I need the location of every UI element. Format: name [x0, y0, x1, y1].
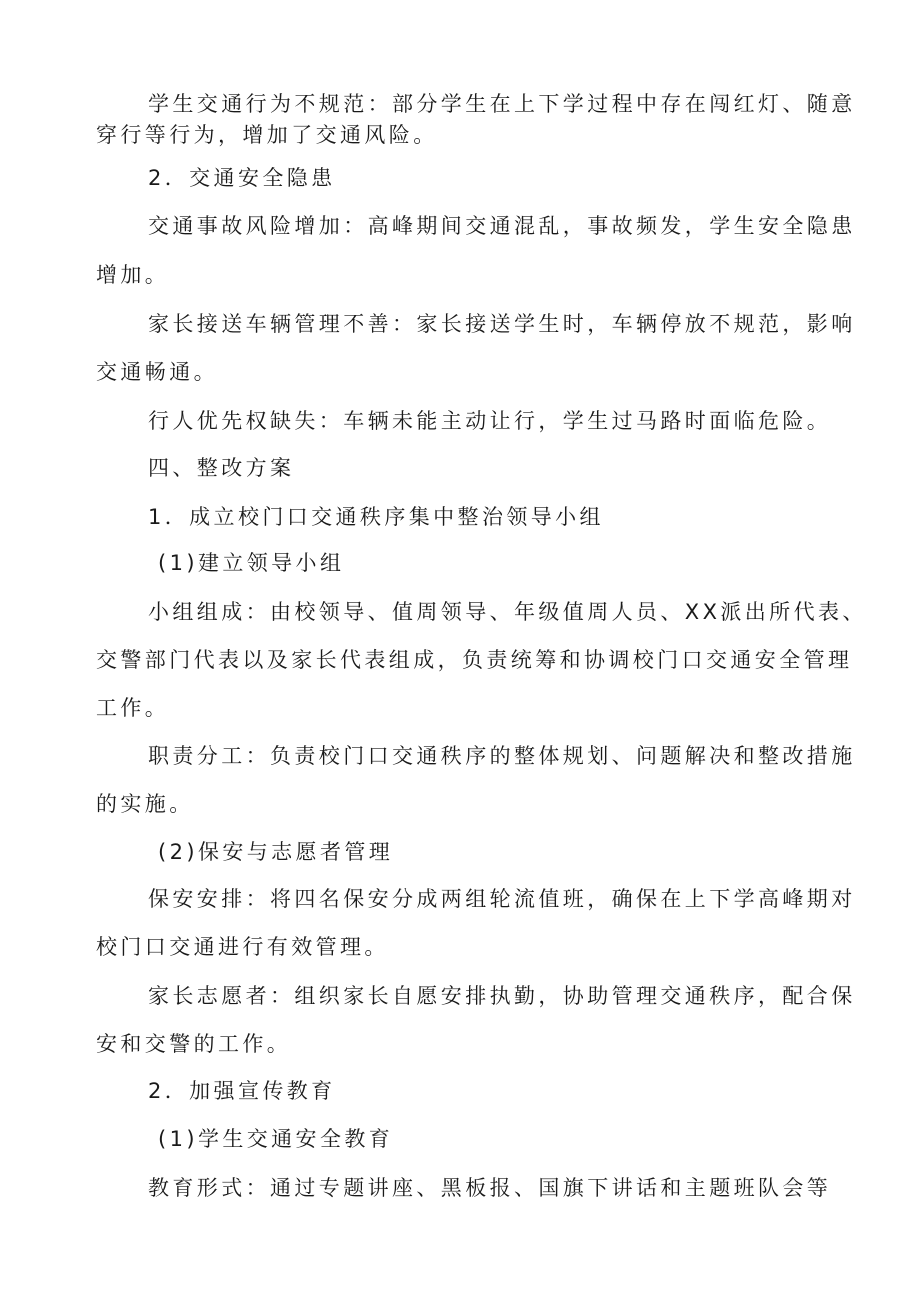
paragraph-line: 增加。 — [96, 263, 170, 287]
paragraph-line: 交通事故风险增加：高峰期间交通混乱，事故频发，学生安全隐患 — [148, 214, 856, 238]
paragraph-line: 职责分工：负责校门口交通秩序的整体规划、问题解决和整改措施 — [148, 744, 856, 768]
section-heading: 2．交通安全隐患 — [148, 166, 336, 190]
paragraph-line: 小组组成：由校领导、值周领导、年级值周人员、XX派出所代表、 — [148, 600, 867, 624]
paragraph-line: 穿行等行为，增加了交通风险。 — [96, 123, 438, 147]
section-heading: 1．成立校门口交通秩序集中整治领导小组 — [148, 505, 604, 529]
section-heading: 2．加强宣传教育 — [148, 1079, 336, 1103]
paragraph-line: 工作。 — [96, 696, 170, 720]
subsection-heading: (2)保安与志愿者管理 — [158, 840, 394, 864]
paragraph-line: 保安安排：将四名保安分成两组轮流值班，确保在上下学高峰期对 — [148, 887, 856, 911]
paragraph-line: 安和交警的工作。 — [96, 1032, 292, 1056]
paragraph-line: 交通畅通。 — [96, 360, 218, 384]
paragraph-line: 家长志愿者：组织家长自愿安排执勤，协助管理交通秩序，配合保 — [148, 984, 856, 1008]
section-heading: 四、整改方案 — [148, 456, 295, 480]
subsection-heading: (1)建立领导小组 — [158, 551, 345, 575]
paragraph-line: 家长接送车辆管理不善：家长接送学生时，车辆停放不规范，影响 — [148, 312, 856, 336]
paragraph-line: 交警部门代表以及家长代表组成，负责统筹和协调校门口交通安全管理 — [96, 648, 853, 672]
paragraph-line: 教育形式：通过专题讲座、黑板报、国旗下讲话和主题班队会等 — [148, 1176, 832, 1200]
paragraph-line: 学生交通行为不规范：部分学生在上下学过程中存在闯红灯、随意 — [148, 92, 856, 116]
paragraph-line: 的实施。 — [96, 792, 194, 816]
paragraph-line: 校门口交通进行有效管理。 — [96, 935, 389, 959]
subsection-heading: (1)学生交通安全教育 — [158, 1127, 394, 1151]
paragraph-line: 行人优先权缺失：车辆未能主动让行，学生过马路时面临危险。 — [148, 409, 832, 433]
